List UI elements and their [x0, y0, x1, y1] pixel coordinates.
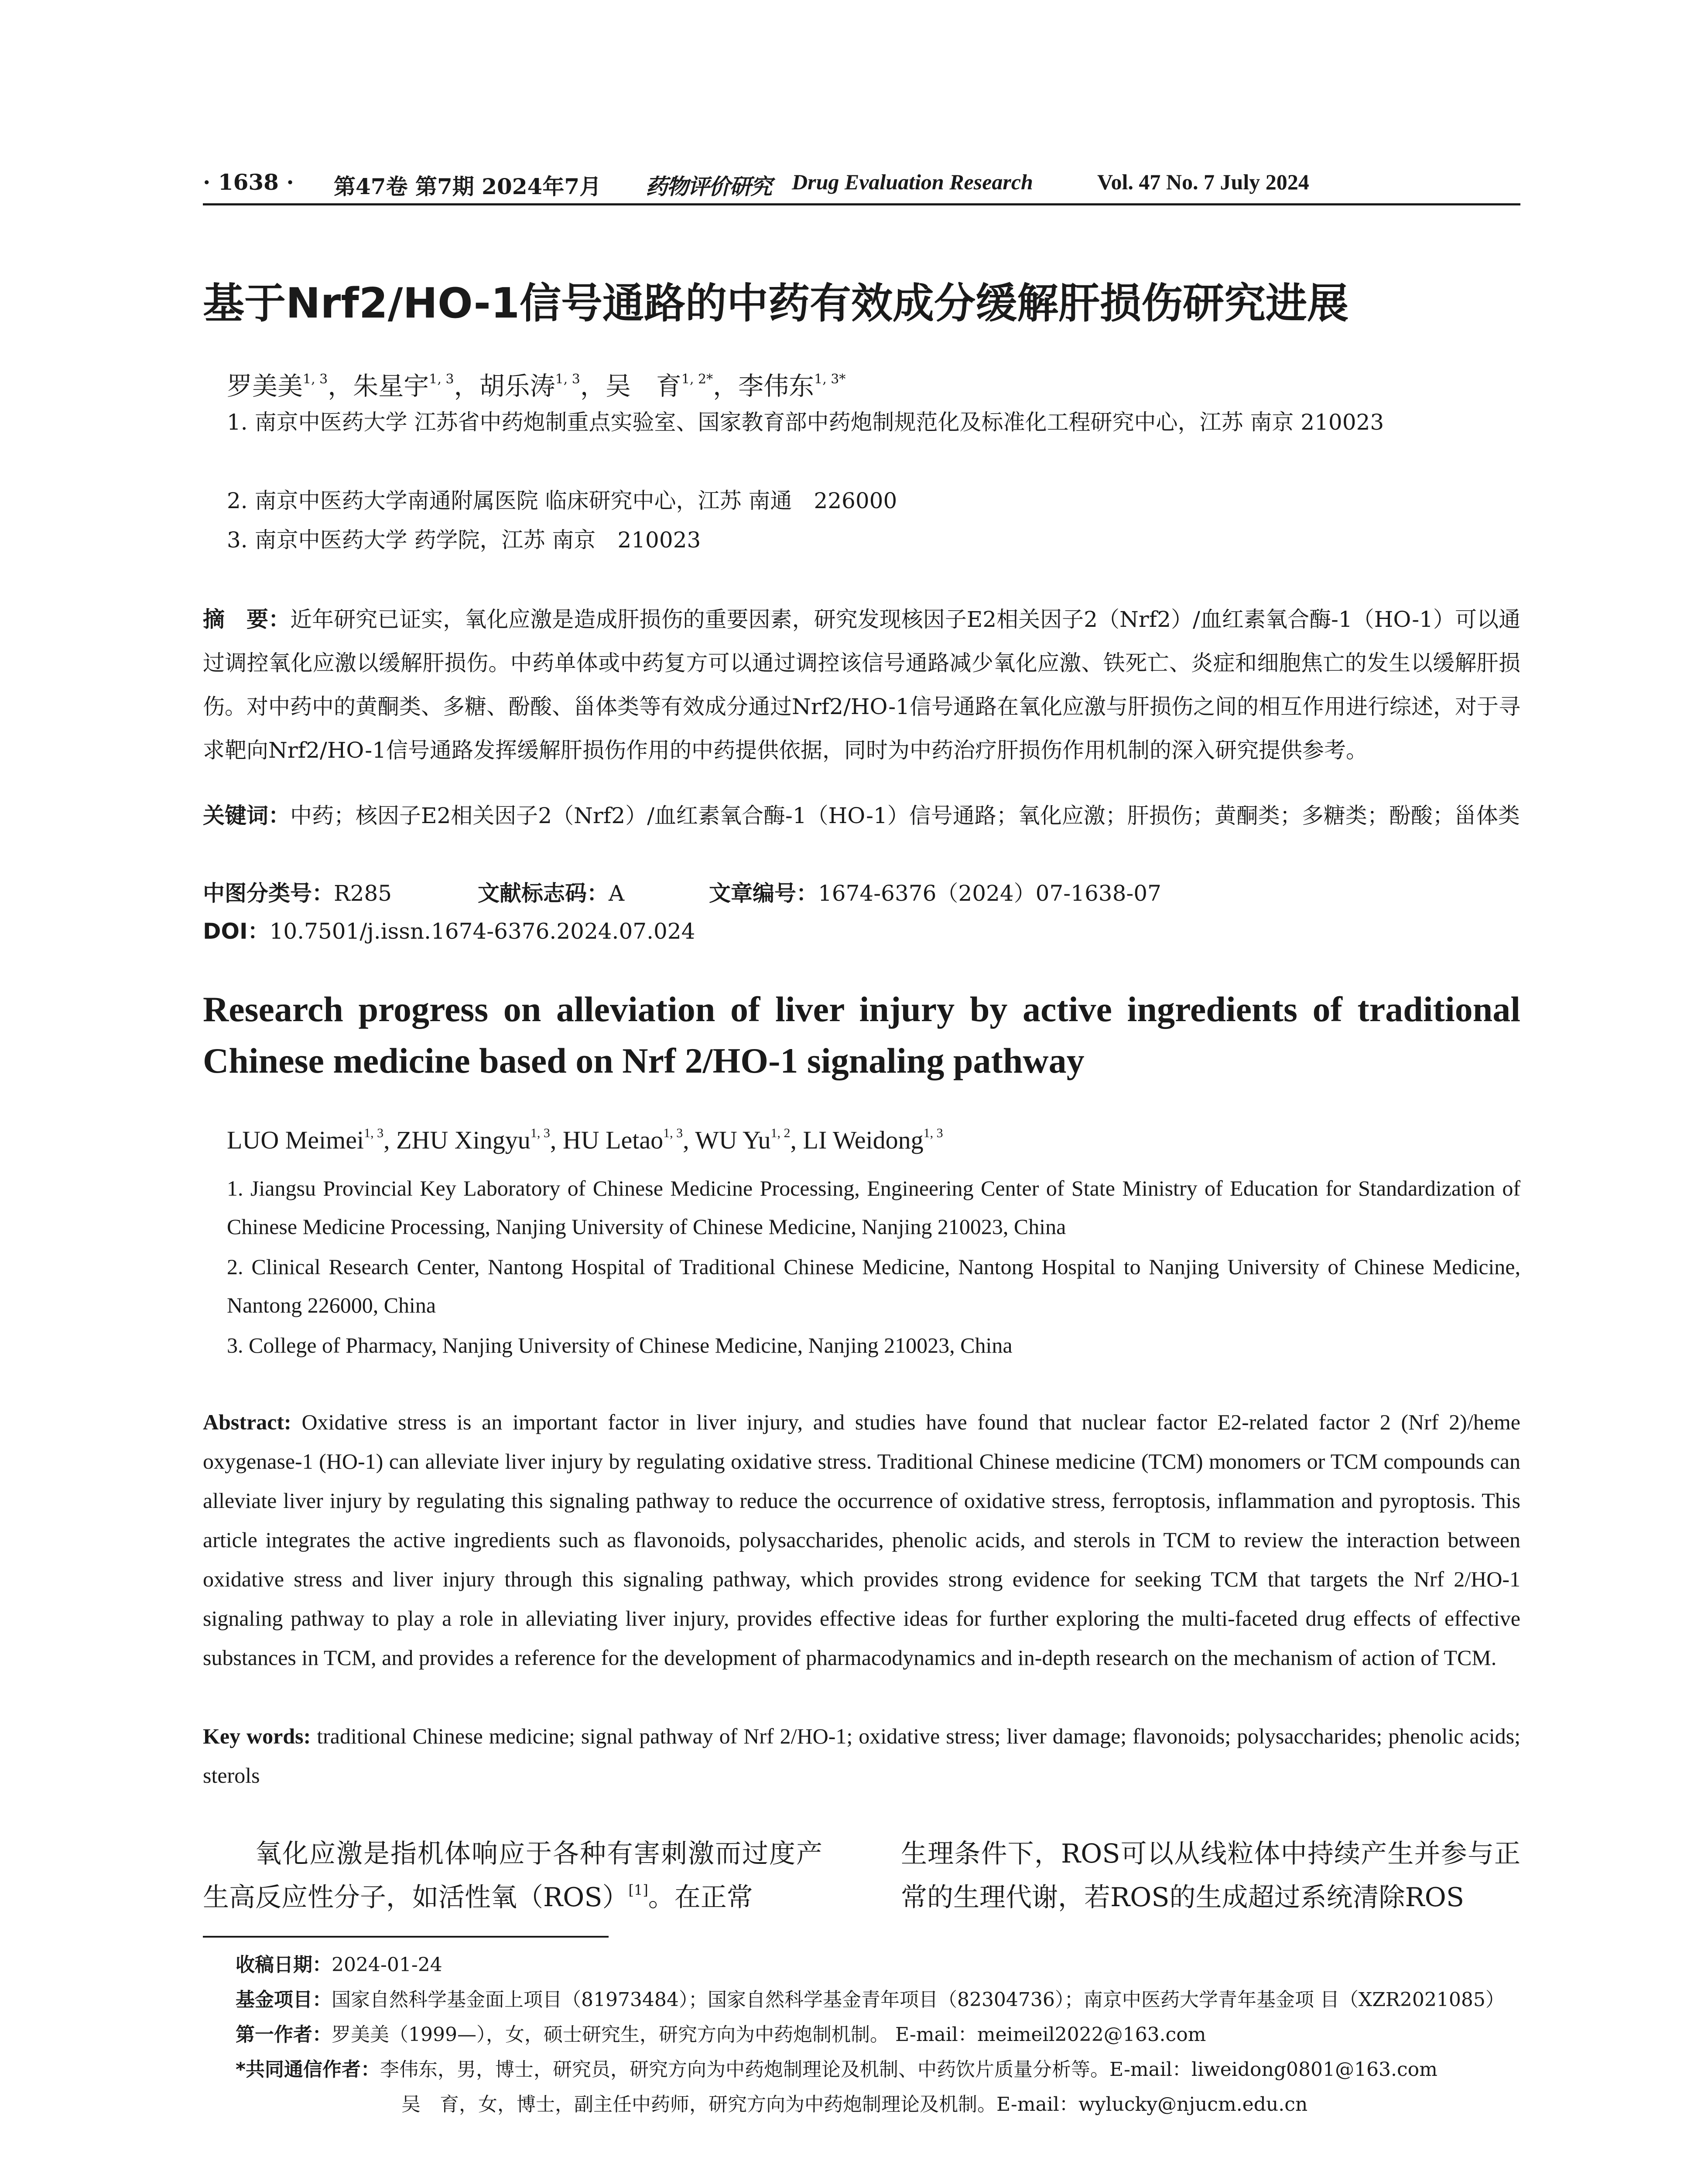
author-affiliation-marker: 1, 2	[770, 1126, 791, 1140]
author-name: 李伟东	[738, 371, 815, 401]
footnote-text: 2024-01-24	[332, 1954, 442, 1976]
author-name: WU Yu	[695, 1126, 771, 1154]
author-name: HU Letao	[562, 1126, 664, 1154]
clc-label: 中图分类号：	[203, 881, 334, 906]
doi-label: DOI：	[203, 919, 270, 944]
abstract-label: 摘 要：	[203, 607, 291, 632]
abstract-text-en: Oxidative stress is an important factor in liver injury, and studies have found that nuclear factor E2-related factor 2 (Nrf 2)/heme oxygenase-1 (HO-1) can alleviate liver injury by regulating oxidative stress. Traditional Chinese medicine (TCM) monomers or TCM compounds can alleviate liver injury by regulating this signaling pathway to reduce the occurrence of oxidative stress, ferroptosis, inflammation and pyroptosis. This article integrates the active ingredients such as flavonoids, polysaccharides, phenolic acids, and sterols in TCM to review the interaction between oxidative stress and liver injury through this signaling pathway, which provides strong evidence for seeking TCM that targets the Nrf 2/HO-1 signaling pathway to play a role in alleviating liver injury, provides effective ideas for further exploring the multi-faceted drug effects of effective substances in TCM, and provides a reference for the development of pharmacodynamics and in-depth research on the mechanism of action of TCM.	[203, 1410, 1521, 1670]
chinese-affiliation-1: 1. 南京中医药大学 江苏省中药炮制重点实验室、国家教育部中药炮制规范化及标准化工程研究中心，江苏 南京 210023	[227, 410, 1384, 435]
author-separator: ，	[713, 371, 739, 401]
author-affiliation-marker: 1, 3	[923, 1126, 943, 1140]
author-separator: ，	[328, 371, 353, 401]
footnote-label: 第一作者：	[236, 2024, 332, 2046]
chinese-abstract	[203, 598, 1520, 772]
footnote-corresponding-2: 吴 育，女，博士，副主任中药师，研究方向为中药炮制理论及机制。E-mail：wylucky@njucm.edu.cn	[401, 2093, 1308, 2116]
english-author-list	[227, 1125, 943, 1155]
author-separator: ,	[683, 1126, 695, 1154]
footnote-text: 国家自然科学基金面上项目（81973484）；国家自然科学基金青年项目（82304736）；南京中医药大学青年基金项 目（XZR2021085）	[332, 1989, 1505, 2011]
chinese-author-list	[227, 366, 845, 402]
author-affiliation-marker: 1, 3	[303, 372, 328, 387]
english-affiliation-1: 1. Jiangsu Provincial Key Laboratory of Chinese Medicine Processing, Engineering Center of State Ministry of Education for Standardization of Chinese Medicine Processing, Nanjing University of Chinese Medicine, Nanjing 210023, China	[227, 1176, 1520, 1239]
author-affiliation-marker: 1, 3*	[814, 372, 846, 387]
english-affiliation-3: 3. College of Pharmacy, Nanjing University of Chinese Medicine, Nanjing 210023, China	[227, 1333, 1013, 1357]
page-number: · 1638 ·	[203, 169, 294, 195]
body-column-left	[203, 1832, 822, 1919]
body-column-right	[901, 1832, 1520, 1919]
abstract-text: 近年研究已证实，氧化应激是造成肝损伤的重要因素，研究发现核因子E2相关因子2（Nrf2）/血红素氧合酶-1（HO-1）可以通过调控氧化应激以缓解肝损伤。中药单体或中药复方可以通过调控该信号通路减少氧化应激、铁死亡、炎症和细胞焦亡的发生以缓解肝损伤。对中药中的黄酮类、多糖、酚酸、甾体类等有效成分通过Nrf2/HO-1信号通路在氧化应激与肝损伤之间的相互作用进行综述，对于寻求靶向Nrf2/HO-1信号通路发挥缓解肝损伤作用的中药提供依据，同时为中药治疗肝损伤作用机制的深入研究提供参考。	[203, 607, 1520, 763]
chinese-affiliation-2: 2. 南京中医药大学南通附属医院 临床研究中心，江苏 南通 226000	[227, 488, 897, 513]
keywords-label: 关键词：	[203, 803, 290, 828]
chinese-affiliation-3: 3. 南京中医药大学 药学院，江苏 南京 210023	[227, 527, 701, 553]
author-affiliation-marker: 1, 2*	[681, 372, 713, 387]
author-affiliation-marker: 1, 3	[663, 1126, 683, 1140]
english-abstract	[203, 1402, 1520, 1677]
running-header	[203, 166, 1520, 205]
english-title: Research progress on alleviation of liver injury by active ingredients of traditional Chinese medicine based on Nrf 2/HO-1 signaling pathway	[203, 989, 1520, 1080]
author-name: 吴 育	[605, 371, 681, 401]
english-affiliation-2: 2. Clinical Research Center, Nantong Hospital of Traditional Chinese Medicine, Nantong Hospital to Nanjing University of Chinese Medicine, Nantong 226000, China	[227, 1255, 1520, 1317]
chinese-title: 基于Nrf2/HO-1信号通路的中药有效成分缓解肝损伤研究进展	[203, 280, 1349, 328]
citation-ref[interactable]: [1]	[628, 1882, 648, 1898]
footnote-first-author	[236, 2017, 1206, 2052]
article-no-value: 1674-6376（2024）07-1638-07	[818, 881, 1161, 906]
author-name: LUO Meimei	[227, 1126, 364, 1154]
author-name: 罗美美	[227, 371, 303, 401]
doc-code-label: 文献标志码：	[478, 881, 609, 906]
author-name: 胡乐涛	[479, 371, 555, 401]
author-affiliation-marker: 1, 3	[555, 372, 580, 387]
author-separator: ，	[580, 371, 606, 401]
footnote-label: 基金项目：	[236, 1989, 332, 2011]
footnote-fund	[236, 1983, 1505, 2017]
footnote-received	[236, 1948, 442, 1983]
body-text: 。在正常	[648, 1882, 753, 1913]
chinese-keywords	[203, 794, 1520, 838]
header-rule	[203, 203, 1520, 205]
author-name: 朱星宇	[353, 371, 429, 401]
footnote-label: 收稿日期：	[236, 1954, 332, 1976]
issue-en: Vol. 47 No. 7 July 2024	[1097, 170, 1309, 194]
author-separator: ，	[454, 371, 479, 401]
doc-code-value: A	[609, 881, 625, 906]
journal-logo-cn: 药物评价研究	[646, 174, 771, 199]
author-separator: ,	[790, 1126, 803, 1154]
footnote-label: *共同通信作者：	[236, 2058, 380, 2081]
journal-name-en: Drug Evaluation Research	[792, 170, 1033, 194]
author-affiliation-marker: 1, 3	[364, 1126, 384, 1140]
classification-line	[203, 872, 1520, 915]
author-affiliation-marker: 1, 3	[429, 372, 454, 387]
english-keywords	[203, 1716, 1520, 1795]
clc-value: R285	[334, 881, 392, 906]
footnote-corresponding	[236, 2052, 1438, 2087]
footnote-text: 李伟东，男，博士，研究员，研究方向为中药炮制理论及机制、中药饮片质量分析等。E-mail：liweidong0801@163.com	[380, 2058, 1438, 2081]
footnote-text: 罗美美（1999—），女，硕士研究生，研究方向为中药炮制机制。 E-mail：meimeil2022@163.com	[332, 2024, 1206, 2046]
doi-line	[203, 909, 1520, 953]
keywords-text-en: traditional Chinese medicine; signal pathway of Nrf 2/HO-1; oxidative stress; liver damage; flavonoids; polysaccharides; phenolic acids; sterols	[203, 1724, 1520, 1788]
author-affiliation-marker: 1, 3	[530, 1126, 550, 1140]
author-separator: ,	[550, 1126, 563, 1154]
footnote-rule	[203, 1936, 609, 1938]
author-separator: ,	[383, 1126, 397, 1154]
author-name: ZHU Xingyu	[396, 1126, 531, 1154]
keywords-label-en: Key words:	[203, 1724, 311, 1748]
doi-value: 10.7501/j.issn.1674-6376.2024.07.024	[269, 919, 695, 944]
author-name: LI Weidong	[803, 1126, 924, 1154]
abstract-label-en: Abstract:	[203, 1410, 291, 1434]
issue-cn: 第47卷 第7期 2024年7月	[334, 174, 602, 199]
article-no-label: 文章编号：	[709, 881, 818, 906]
keywords-text: 中药；核因子E2相关因子2（Nrf2）/血红素氧合酶-1（HO-1）信号通路；氧化应激；肝损伤；黄酮类；多糖类；酚酸；甾体类	[290, 803, 1520, 828]
body-text: 生理条件下，ROS可以从线粒体中持续产生并参与正常的生理代谢，若ROS的生成超过系统清除ROS	[901, 1839, 1520, 1913]
body-text: 氧化应激是指机体响应于各种有害刺激而过度产生高反应性分子，如活性氧（ROS）	[203, 1839, 822, 1913]
